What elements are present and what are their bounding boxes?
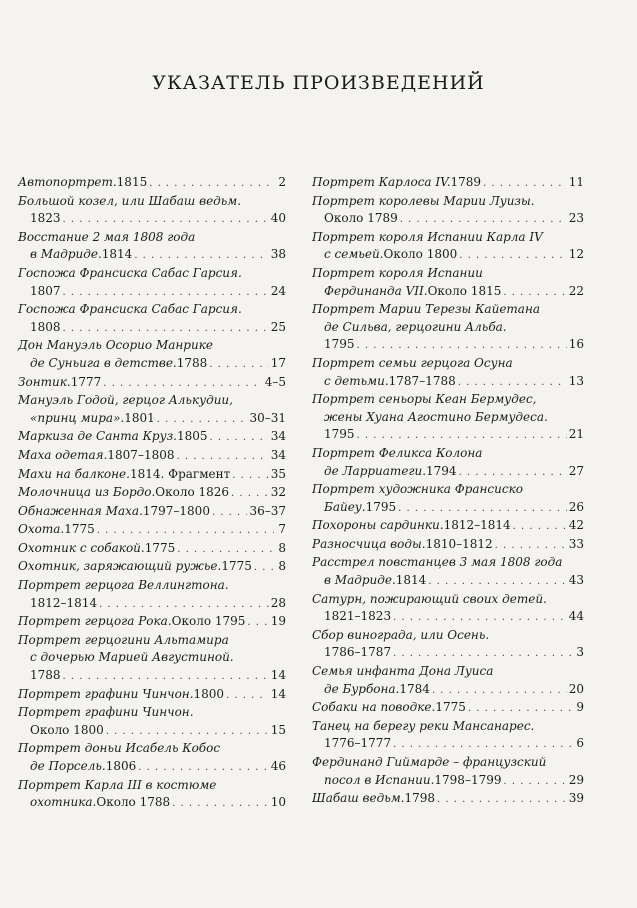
artwork-year: 1812–1814 bbox=[443, 518, 511, 533]
index-entry bbox=[312, 790, 584, 809]
artwork-title: Портрет семьи герцога Осуна bbox=[312, 355, 513, 370]
index-entry-line bbox=[18, 686, 286, 705]
artwork-title: Охотник с собакой. bbox=[18, 540, 145, 555]
index-entry-line bbox=[18, 193, 286, 211]
artwork-title: в Мадриде. bbox=[30, 247, 102, 262]
artwork-title: де Порсель. bbox=[30, 759, 106, 773]
leader-dots bbox=[432, 682, 567, 700]
page-number: 12 bbox=[568, 247, 584, 262]
index-entry-line bbox=[312, 772, 584, 791]
index-entry bbox=[18, 484, 286, 503]
artwork-title: Портрет герцогини Альтамира bbox=[18, 632, 229, 647]
artwork-title: Портрет Карлоса IV. bbox=[312, 175, 451, 189]
index-entry bbox=[312, 174, 584, 193]
index-entry-line bbox=[18, 174, 286, 193]
artwork-year: 1812–1814 bbox=[30, 595, 98, 610]
artwork-title: Портрет короля Испании bbox=[312, 265, 483, 280]
artwork-title: де Суньига в детстве. bbox=[30, 355, 177, 370]
artwork-title: Портрет графини Чинчон. bbox=[18, 705, 194, 720]
index-entry bbox=[312, 591, 584, 627]
artwork-year: 1808 bbox=[30, 319, 61, 334]
leader-dots bbox=[172, 795, 269, 813]
leader-dots bbox=[157, 411, 248, 429]
index-entry-line bbox=[312, 265, 584, 283]
index-entry-line bbox=[18, 265, 286, 283]
leader-dots bbox=[393, 609, 567, 627]
index-entry bbox=[18, 558, 286, 577]
artwork-year: 1814. Фрагмент bbox=[129, 466, 231, 481]
artwork-title: Шабаш ведьм. bbox=[312, 791, 405, 806]
index-entry-line bbox=[312, 193, 584, 211]
artwork-title: Похороны сардинки. bbox=[312, 518, 444, 533]
artwork-title: Портрет королевы Марии Луизы. bbox=[312, 193, 535, 208]
index-entry-line bbox=[312, 681, 584, 700]
artwork-title: Фердинанда VII. bbox=[324, 283, 428, 298]
artwork-year: 1795 bbox=[324, 427, 355, 442]
page-number: 8 bbox=[278, 540, 286, 555]
index-entry-line bbox=[312, 554, 584, 572]
artwork-title: Собаки на поводке. bbox=[312, 700, 436, 715]
index-entry-line bbox=[18, 649, 286, 667]
artwork-title: с детьми. bbox=[324, 373, 389, 388]
index-entry-line bbox=[312, 445, 584, 463]
index-entry-line bbox=[18, 374, 286, 393]
index-entry bbox=[18, 301, 286, 337]
artwork-title: Портрет герцога Веллингтона. bbox=[18, 578, 229, 593]
index-entry-line bbox=[18, 337, 286, 355]
artwork-title: посол в Испании. bbox=[324, 772, 435, 787]
leader-dots bbox=[63, 320, 269, 338]
index-entry-line bbox=[312, 391, 584, 409]
leader-dots bbox=[138, 759, 268, 777]
leader-dots bbox=[459, 247, 566, 265]
leader-dots bbox=[503, 773, 566, 791]
index-entry-line bbox=[312, 699, 584, 718]
artwork-title: Портрет Марии Терезы Кайетана bbox=[312, 302, 541, 317]
index-entry bbox=[18, 740, 286, 776]
index-entry bbox=[18, 392, 286, 428]
index-entry bbox=[312, 718, 584, 754]
artwork-title: охотника. bbox=[30, 795, 97, 810]
index-entry bbox=[18, 428, 286, 447]
index-entry-line bbox=[18, 283, 286, 302]
index-entry bbox=[312, 445, 584, 481]
leader-dots bbox=[458, 374, 567, 392]
leader-dots bbox=[106, 723, 269, 741]
artwork-title: Автопортрет. bbox=[18, 175, 117, 189]
index-entry-line bbox=[312, 644, 584, 663]
artwork-year: 1805 bbox=[176, 429, 208, 444]
page-number: 24 bbox=[270, 283, 286, 298]
leader-dots bbox=[97, 522, 274, 540]
artwork-title: Фердинанд Гиймарде – французский bbox=[312, 755, 547, 769]
page-number: 32 bbox=[270, 485, 286, 500]
index-entry bbox=[312, 699, 584, 718]
index-entry bbox=[312, 355, 584, 391]
index-entry-line bbox=[18, 740, 286, 758]
page-number: 7 bbox=[278, 522, 286, 537]
artwork-title: с дочерью Марией Августиной. bbox=[30, 650, 234, 665]
artwork-title: Расстрел повстанцев 3 мая 1808 года bbox=[312, 555, 563, 570]
artwork-year: 1807–1808 bbox=[107, 447, 175, 462]
index-entry-line bbox=[18, 613, 286, 632]
index-entry-line bbox=[312, 426, 584, 445]
artwork-title: Госпожа Франсиска Сабас Гарсия. bbox=[18, 302, 242, 317]
leader-dots bbox=[134, 247, 268, 265]
artwork-title: в Мадриде. bbox=[324, 573, 396, 588]
index-entry-line bbox=[312, 735, 584, 754]
index-entry bbox=[18, 174, 286, 193]
index-entry bbox=[312, 627, 584, 663]
leader-dots bbox=[209, 356, 268, 374]
artwork-title: Портрет Карла III в костюме bbox=[18, 777, 217, 792]
leader-dots bbox=[357, 427, 567, 445]
leader-dots bbox=[428, 573, 566, 591]
leader-dots bbox=[247, 614, 268, 632]
artwork-year: 1787–1788 bbox=[388, 373, 456, 388]
artwork-year: 1821–1823 bbox=[324, 609, 392, 624]
artwork-title: Портрет короля Испании Карла IV bbox=[312, 229, 543, 244]
index-entry-line bbox=[18, 447, 286, 466]
index-entry-line bbox=[312, 536, 584, 555]
page-number: 8 bbox=[278, 559, 286, 574]
index-entry bbox=[312, 265, 584, 301]
page-number: 33 bbox=[568, 536, 584, 551]
artwork-title: Портрет доньи Исабель Кобос bbox=[18, 741, 221, 756]
index-entry-line bbox=[312, 627, 584, 645]
artwork-title: жены Хуана Агостино Бермудеса. bbox=[324, 409, 548, 424]
page-number: 2 bbox=[278, 175, 286, 189]
artwork-title: Сбор винограда, или Осень. bbox=[312, 627, 490, 642]
index-entry-line bbox=[18, 722, 286, 741]
page-number: 38 bbox=[270, 247, 286, 262]
artwork-title: с семьей. bbox=[324, 247, 384, 262]
index-entry bbox=[312, 229, 584, 265]
leader-dots bbox=[495, 537, 567, 555]
page-number: 14 bbox=[270, 686, 286, 701]
leader-dots bbox=[212, 504, 248, 522]
index-entry-line bbox=[18, 758, 286, 777]
index-entry-line bbox=[18, 503, 286, 522]
artwork-title: де Сильва, герцогини Альба. bbox=[324, 319, 507, 334]
leader-dots bbox=[232, 467, 268, 485]
artwork-title: Охотник, заряжающий ружье. bbox=[18, 559, 222, 574]
artwork-year: 1814 bbox=[101, 247, 133, 262]
index-column-left bbox=[18, 174, 286, 813]
page-number: 13 bbox=[568, 373, 584, 388]
index-entry bbox=[312, 481, 584, 517]
index-entry-line bbox=[18, 667, 286, 686]
page-number: 30–31 bbox=[249, 410, 286, 425]
index-entry-line bbox=[18, 521, 286, 540]
index-entry-line bbox=[312, 790, 584, 809]
leader-dots bbox=[483, 175, 567, 193]
leader-dots bbox=[63, 211, 269, 229]
artwork-year: 1775 bbox=[144, 540, 176, 555]
index-entry-line bbox=[312, 229, 584, 247]
leader-dots bbox=[357, 337, 567, 355]
artwork-title: Портрет художника Франсиско bbox=[312, 482, 523, 497]
artwork-title: Госпожа Франсиска Сабас Гарсия. bbox=[18, 265, 242, 280]
page-number: 16 bbox=[568, 337, 584, 352]
artwork-year: Около 1788 bbox=[96, 795, 171, 810]
index-entry-line bbox=[312, 336, 584, 355]
page-number: 26 bbox=[568, 499, 584, 514]
index-entry bbox=[18, 193, 286, 229]
leader-dots bbox=[226, 687, 269, 705]
index-entry bbox=[312, 754, 584, 790]
leader-dots bbox=[63, 668, 269, 686]
artwork-year: 1798 bbox=[404, 791, 436, 806]
index-entry-line bbox=[18, 301, 286, 319]
index-entry bbox=[18, 229, 286, 265]
leader-dots bbox=[177, 541, 274, 559]
page-number: 20 bbox=[568, 681, 584, 696]
index-entry-line bbox=[312, 355, 584, 373]
page-number: 39 bbox=[568, 791, 584, 806]
page-number: 11 bbox=[568, 175, 584, 189]
artwork-title: Молочница из Бордо. bbox=[18, 485, 156, 500]
page-number: 35 bbox=[270, 466, 286, 481]
leader-dots bbox=[254, 559, 274, 577]
index-entry bbox=[312, 663, 584, 699]
page-number: 10 bbox=[270, 795, 286, 810]
artwork-title: Махи на балконе. bbox=[18, 466, 130, 481]
leader-dots bbox=[103, 375, 262, 393]
index-entry-line bbox=[312, 373, 584, 392]
index-entry-line bbox=[312, 409, 584, 427]
page-title: УКАЗАТЕЛЬ ПРОИЗВЕДЕНИЙ bbox=[152, 72, 485, 94]
index-entry-line bbox=[312, 174, 584, 193]
artwork-year: 1795 bbox=[324, 337, 355, 352]
page-number: 40 bbox=[270, 211, 286, 226]
page-number: 27 bbox=[568, 463, 584, 478]
artwork-year: 1788 bbox=[176, 355, 208, 370]
artwork-year: 1784 bbox=[399, 681, 430, 696]
index-entry bbox=[18, 337, 286, 373]
artwork-title: Обнаженная Маха. bbox=[18, 503, 143, 518]
index-entry-line bbox=[312, 572, 584, 591]
index-entry bbox=[312, 391, 584, 445]
index-entry bbox=[18, 540, 286, 559]
index-entry-line bbox=[18, 229, 286, 247]
artwork-title: де Ларриатеги. bbox=[324, 463, 427, 478]
index-entry-line bbox=[312, 608, 584, 627]
artwork-year: 1823 bbox=[30, 211, 61, 226]
index-entry-line bbox=[18, 484, 286, 503]
index-entry bbox=[18, 777, 286, 813]
artwork-year: 1815 bbox=[116, 175, 148, 189]
index-entry bbox=[18, 613, 286, 632]
page-number: 34 bbox=[270, 429, 286, 444]
index-entry-line bbox=[18, 595, 286, 614]
artwork-year: 1806 bbox=[105, 759, 137, 773]
artwork-year: 1795 bbox=[365, 499, 397, 514]
index-entry-line bbox=[312, 301, 584, 319]
artwork-title: Байеу. bbox=[324, 499, 366, 514]
page-number: 4–5 bbox=[264, 374, 286, 389]
page-number: 17 bbox=[270, 355, 286, 370]
leader-dots bbox=[459, 464, 567, 482]
page-number: 21 bbox=[568, 427, 584, 442]
index-entry-line bbox=[312, 663, 584, 681]
index-entry bbox=[312, 554, 584, 590]
artwork-year: 1801 bbox=[124, 410, 155, 425]
index-entry bbox=[18, 374, 286, 393]
index-entry-line bbox=[18, 777, 286, 795]
artwork-year: 1775 bbox=[221, 559, 252, 574]
artwork-title: Сатурн, пожирающий своих детей. bbox=[312, 591, 547, 606]
page-number: 23 bbox=[568, 211, 584, 226]
index-column-right bbox=[312, 174, 584, 809]
leader-dots bbox=[437, 791, 567, 809]
artwork-year: 1788 bbox=[30, 668, 61, 683]
index-entry-line bbox=[312, 499, 584, 518]
page-number: 3 bbox=[576, 645, 584, 660]
index-entry-line bbox=[18, 428, 286, 447]
artwork-year: 1797–1800 bbox=[142, 503, 210, 518]
artwork-title: Портрет сеньоры Кеан Бермудес, bbox=[312, 392, 537, 407]
artwork-year: Около 1826 bbox=[155, 485, 230, 500]
artwork-title: Семья инфанта Дона Луиса bbox=[312, 664, 494, 679]
artwork-year: 1798–1799 bbox=[434, 772, 502, 787]
leader-dots bbox=[209, 429, 268, 447]
artwork-year: 1810–1812 bbox=[425, 536, 493, 551]
artwork-year: 1775 bbox=[64, 522, 95, 537]
index-entry-line bbox=[18, 210, 286, 229]
artwork-year: 1775 bbox=[435, 700, 466, 715]
artwork-title: Портрет герцога Рока. bbox=[18, 614, 172, 629]
artwork-year: 1777 bbox=[70, 374, 102, 389]
index-entry-line bbox=[312, 481, 584, 499]
page-number: 36–37 bbox=[249, 503, 286, 518]
leader-dots bbox=[176, 448, 268, 466]
page-number: 15 bbox=[270, 722, 286, 737]
page-number: 14 bbox=[270, 668, 286, 683]
page-number: 25 bbox=[270, 319, 286, 334]
page-number: 44 bbox=[568, 609, 584, 624]
index-entry-line bbox=[18, 577, 286, 595]
index-entry-line bbox=[18, 355, 286, 374]
page-number: 22 bbox=[568, 283, 584, 298]
artwork-title: Танец на берегу реки Мансанарес. bbox=[312, 718, 535, 733]
page-number: 43 bbox=[568, 573, 584, 588]
page-number: 34 bbox=[270, 447, 286, 462]
index-entry-line bbox=[312, 210, 584, 229]
leader-dots bbox=[398, 500, 567, 518]
leader-dots bbox=[400, 211, 567, 229]
index-entry-line bbox=[18, 410, 286, 429]
artwork-year: 1794 bbox=[426, 463, 457, 478]
artwork-title: де Бурбона. bbox=[324, 681, 400, 696]
page-number: 6 bbox=[576, 736, 584, 751]
index-entry-line bbox=[312, 591, 584, 609]
artwork-year: Около 1789 bbox=[324, 211, 398, 226]
artwork-year: 1800 bbox=[193, 686, 225, 701]
artwork-title: Разносчица воды. bbox=[312, 536, 426, 551]
index-entry bbox=[18, 704, 286, 740]
leader-dots bbox=[468, 700, 572, 718]
artwork-year: 1807 bbox=[30, 283, 61, 298]
artwork-title: Маха одетая. bbox=[18, 447, 108, 462]
artwork-title: Портрет Феликса Колона bbox=[312, 445, 483, 460]
index-entry-line bbox=[312, 754, 584, 772]
index-entry bbox=[18, 447, 286, 466]
artwork-year: 1786–1787 bbox=[324, 645, 392, 660]
index-entry-line bbox=[18, 794, 286, 813]
artwork-title: Мануэль Годой, герцог Алькудии, bbox=[18, 393, 233, 408]
index-entry-line bbox=[312, 718, 584, 736]
page-number: 42 bbox=[568, 518, 584, 533]
index-entry-line bbox=[18, 319, 286, 338]
page-number: 46 bbox=[270, 759, 286, 773]
index-entry-line bbox=[18, 246, 286, 265]
artwork-year: Около 1800 bbox=[30, 722, 104, 737]
artwork-year: Около 1800 bbox=[383, 247, 458, 262]
artwork-year: 1776–1777 bbox=[324, 736, 392, 751]
index-entry-line bbox=[18, 392, 286, 410]
index-entry bbox=[312, 193, 584, 229]
index-entry-line bbox=[18, 466, 286, 485]
leader-dots bbox=[231, 485, 269, 503]
artwork-title: Зонтик. bbox=[18, 374, 71, 389]
index-entry-line bbox=[312, 246, 584, 265]
index-entry bbox=[18, 686, 286, 705]
artwork-title: Маркиза де Санта Круз. bbox=[18, 429, 177, 444]
index-entry-line bbox=[18, 558, 286, 577]
index-entry bbox=[312, 536, 584, 555]
leader-dots bbox=[393, 736, 572, 754]
index-entry-line bbox=[312, 319, 584, 337]
artwork-title: Большой козел, или Шабаш ведьм. bbox=[18, 193, 242, 208]
artwork-year: 1814 bbox=[395, 573, 427, 588]
leader-dots bbox=[63, 284, 269, 302]
index-entry-line bbox=[18, 704, 286, 722]
page-number: 28 bbox=[270, 595, 286, 610]
index-entry-line bbox=[18, 632, 286, 650]
artwork-year: 1789 bbox=[450, 175, 482, 189]
page-number: 19 bbox=[270, 614, 286, 629]
artwork-title: Охота. bbox=[18, 522, 65, 537]
artwork-title: Дон Мануэль Осорио Манрике bbox=[18, 338, 213, 353]
index-entry bbox=[312, 301, 584, 355]
index-entry-line bbox=[312, 517, 584, 536]
index-entry-line bbox=[312, 283, 584, 302]
page-number: 29 bbox=[568, 772, 584, 787]
leader-dots bbox=[99, 596, 269, 614]
leader-dots bbox=[393, 645, 572, 663]
index-entry bbox=[18, 503, 286, 522]
page-number: 9 bbox=[576, 700, 584, 715]
index-entry-line bbox=[312, 463, 584, 482]
artwork-title: Портрет графини Чинчон. bbox=[18, 686, 194, 701]
index-entry bbox=[18, 577, 286, 613]
artwork-title: Восстание 2 мая 1808 года bbox=[18, 229, 196, 244]
artwork-year: Около 1795 bbox=[171, 614, 246, 629]
index-entry bbox=[312, 517, 584, 536]
leader-dots bbox=[149, 175, 274, 193]
index-entry bbox=[18, 466, 286, 485]
index-entry bbox=[18, 632, 286, 686]
index-entry-line bbox=[18, 540, 286, 559]
index-entry bbox=[18, 521, 286, 540]
index-entry bbox=[18, 265, 286, 301]
leader-dots bbox=[513, 518, 567, 536]
leader-dots bbox=[503, 284, 566, 302]
artwork-title: «принц мира». bbox=[30, 410, 125, 425]
artwork-year: Около 1815 bbox=[427, 283, 502, 298]
